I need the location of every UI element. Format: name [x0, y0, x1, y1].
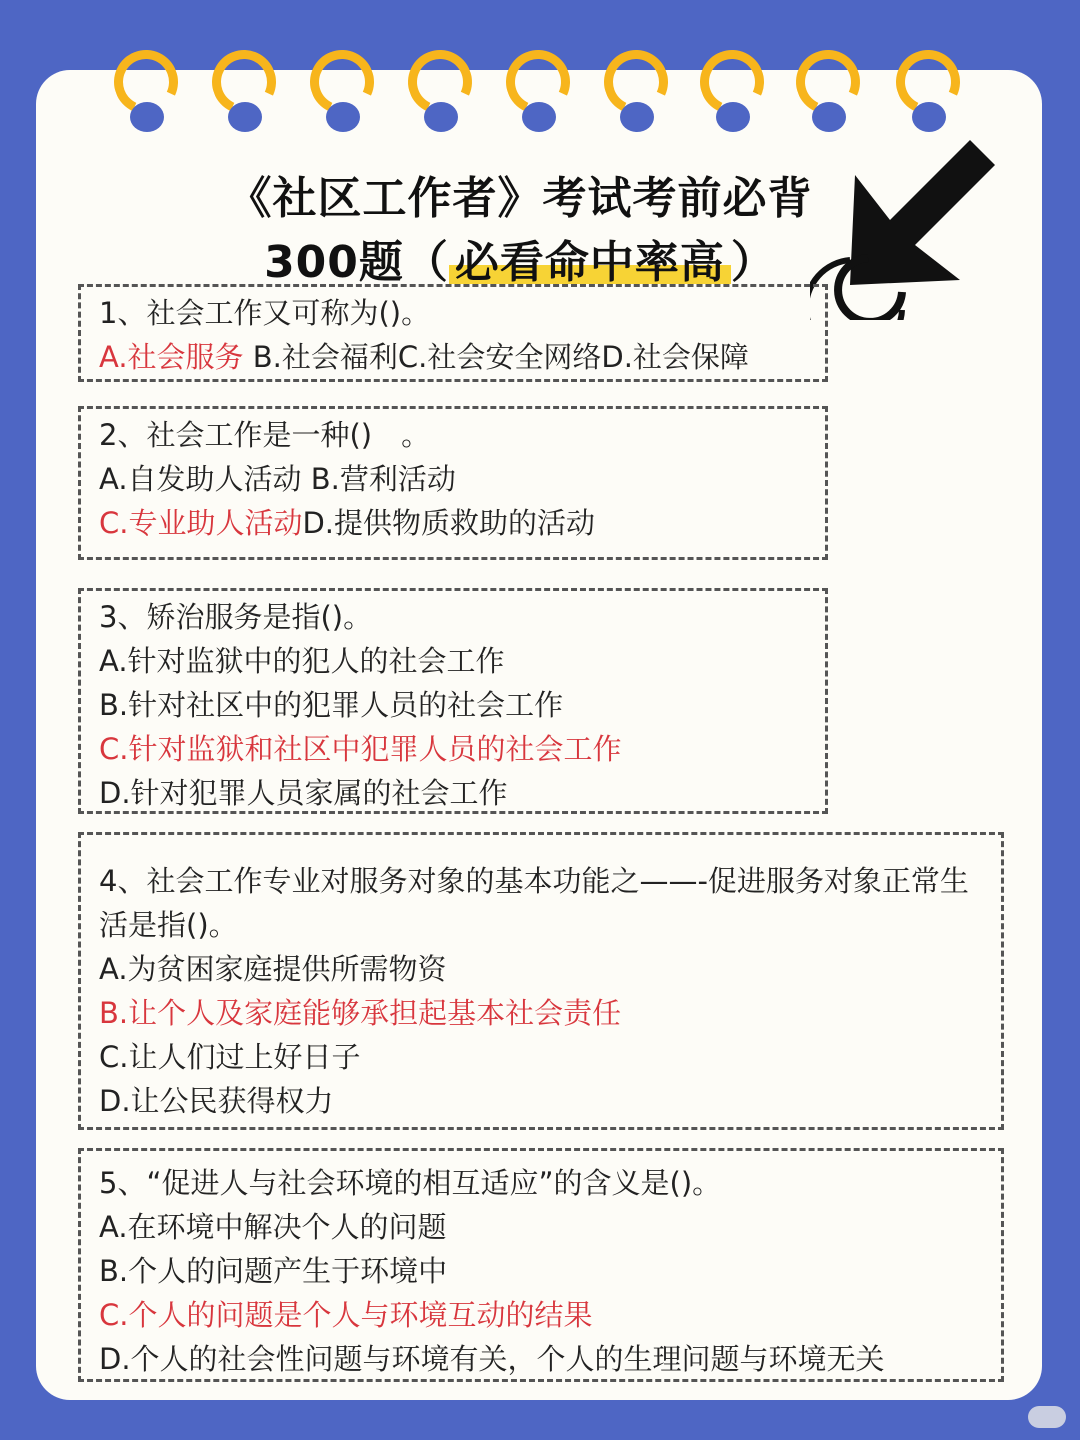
correct-answer: A.社会服务 [99, 340, 244, 374]
binder-ring-icon [604, 50, 678, 134]
question-text: 1、社会工作又可称为()。 [99, 296, 431, 330]
option-line: B.个人的问题产生于环境中 [99, 1254, 448, 1288]
question-card [78, 1148, 1004, 1382]
binder-ring-icon [408, 50, 482, 134]
option-line: D.让公民获得权力 [99, 1084, 334, 1118]
correct-answer: B.让个人及家庭能够承担起基本社会责任 [99, 996, 622, 1030]
option-line: A.自发助人活动 B.营利活动 [99, 462, 456, 496]
question-card [78, 406, 828, 560]
option-line: A.针对监狱中的犯人的社会工作 [99, 644, 505, 678]
question-text: 2、社会工作是一种() 。 [99, 418, 431, 452]
question-text-cont: 活是指()。 [99, 908, 238, 942]
question-card [78, 588, 828, 814]
option-line: A.为贫困家庭提供所需物资 [99, 952, 447, 986]
page-title: 《社区工作者》考试考前必背 [227, 173, 813, 224]
question-text: 3、矫治服务是指()。 [99, 600, 373, 634]
watermark-badge [1028, 1406, 1066, 1428]
pointer-arrow-icon [810, 120, 1010, 320]
option-line: D.个人的社会性问题与环境有关，个人的生理问题与环境无关 [99, 1342, 885, 1376]
binder-ring-icon [114, 50, 188, 134]
question-text: 5、“促进人与社会环境的相互适应”的含义是()。 [99, 1166, 722, 1200]
question-card [78, 284, 828, 382]
binder-ring-icon [212, 50, 286, 134]
question-text: 4、社会工作专业对服务对象的基本功能之——-促进服务对象正常生 [99, 864, 969, 898]
option-line: C.让人们过上好日子 [99, 1040, 361, 1074]
correct-answer: C.针对监狱和社区中犯罪人员的社会工作 [99, 732, 622, 766]
binder-ring-icon [700, 50, 774, 134]
highlight-text: 必看命中率高 [449, 237, 731, 288]
option-line: D.针对犯罪人员家属的社会工作 [99, 776, 508, 810]
question-card [78, 832, 1004, 1130]
page-subtitle: 300题（ 必看命中率高 ） [264, 237, 776, 288]
options-line: C.专业助人活动D.提供物质救助的活动 [99, 506, 596, 540]
correct-answer: C.专业助人活动 [99, 506, 303, 540]
option-line: B.针对社区中的犯罪人员的社会工作 [99, 688, 564, 722]
options-line: A.社会服务 B.社会福利C.社会安全网络D.社会保障 [99, 340, 749, 374]
binder-ring-icon [310, 50, 384, 134]
correct-answer: C.个人的问题是个人与环境互动的结果 [99, 1298, 593, 1332]
binder-ring-icon [506, 50, 580, 134]
option-line: A.在环境中解决个人的问题 [99, 1210, 447, 1244]
